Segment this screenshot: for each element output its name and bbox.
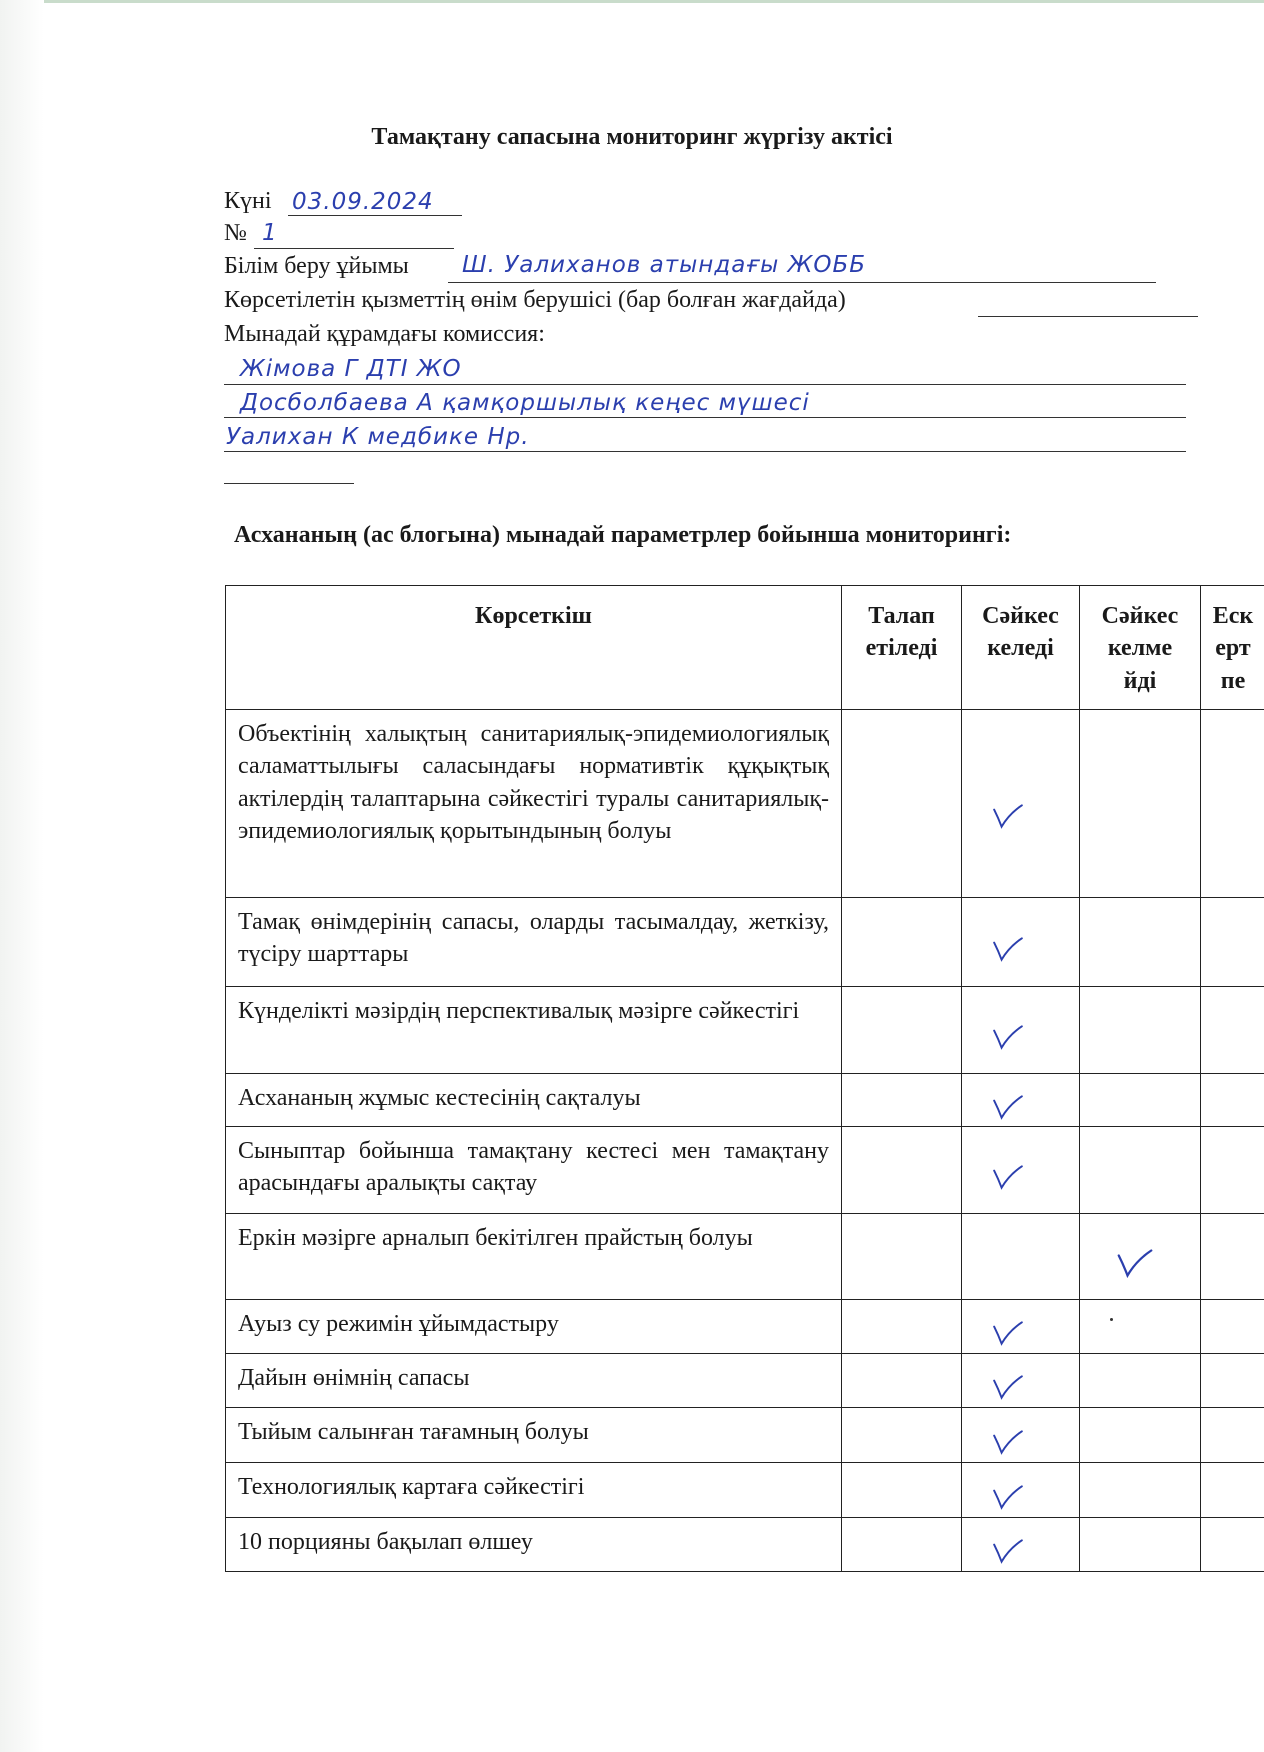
commission-label: Мынадай құрамдағы комиссия: bbox=[224, 321, 545, 347]
note-cell bbox=[1201, 1408, 1264, 1463]
table-row bbox=[226, 1463, 1264, 1518]
checkmark-icon bbox=[992, 1024, 1024, 1059]
header-not-complies bbox=[1080, 586, 1201, 710]
note-cell bbox=[1201, 1518, 1264, 1572]
complies-cell bbox=[962, 1074, 1080, 1127]
required-cell bbox=[842, 1300, 962, 1354]
indicator-cell: Күнделікті мәзірдің перспективалық мәзірге сәйкестігі bbox=[226, 987, 842, 1074]
table-row bbox=[226, 1214, 1264, 1300]
required-cell bbox=[842, 1354, 962, 1408]
org-underline bbox=[448, 282, 1156, 283]
table-row bbox=[226, 1074, 1264, 1127]
commission-line-3 bbox=[224, 451, 1186, 452]
note-cell bbox=[1201, 1074, 1264, 1127]
complies-cell bbox=[962, 1463, 1080, 1518]
indicator-cell: Дайын өнімнің сапасы bbox=[226, 1354, 842, 1408]
document-title: Тамақтану сапасына мониторинг жүргізу актісі bbox=[371, 124, 893, 150]
note-cell bbox=[1201, 1214, 1264, 1300]
header-indicator bbox=[226, 586, 842, 710]
required-cell bbox=[842, 898, 962, 987]
number-underline bbox=[254, 248, 454, 249]
checkmark-icon bbox=[992, 803, 1024, 838]
checkmark-icon bbox=[992, 1538, 1024, 1573]
commission-member-1: Жімова Г ДТІ ЖО bbox=[240, 356, 462, 382]
complies-cell bbox=[962, 1127, 1080, 1214]
org-label: Білім беру ұйымы bbox=[224, 253, 409, 279]
note-cell bbox=[1201, 1300, 1264, 1354]
checkmark-icon bbox=[992, 936, 1024, 971]
indicator-cell: Технологиялық картаға сәйкестігі bbox=[226, 1463, 842, 1518]
not-complies-cell bbox=[1080, 1127, 1201, 1214]
table-row bbox=[226, 1408, 1264, 1463]
indicator-cell: Тыйым салынған тағамның болуы bbox=[226, 1408, 842, 1463]
provider-label: Көрсетілетін қызметтің өнім берушісі (бар болған жағдайда) bbox=[224, 287, 846, 313]
note-cell bbox=[1201, 1354, 1264, 1408]
required-cell bbox=[842, 1463, 962, 1518]
commission-line-4 bbox=[224, 483, 354, 484]
complies-cell bbox=[962, 898, 1080, 987]
checkmark-icon bbox=[1116, 1248, 1154, 1287]
indicator-cell: 10 порцияны бақылап өлшеу bbox=[226, 1518, 842, 1572]
header-note bbox=[1201, 586, 1264, 710]
section-subtitle: Асхананың (ас блогына) мынадай параметрлер бойынша мониторингі: bbox=[234, 522, 1012, 548]
required-cell bbox=[842, 1214, 962, 1300]
indicator-cell: Ауыз су режимін ұйымдастыру bbox=[226, 1300, 842, 1354]
note-cell bbox=[1201, 898, 1264, 987]
org-value: Ш. Уалиханов атындағы ЖОББ bbox=[462, 252, 867, 278]
checkmark-icon bbox=[992, 1094, 1024, 1129]
indicator-cell: Тамақ өнімдерінің сапасы, оларды тасымалдау, жеткізу, түсіру шарттары bbox=[226, 898, 842, 987]
required-cell bbox=[842, 1127, 962, 1214]
not-complies-cell bbox=[1080, 1354, 1201, 1408]
not-complies-cell bbox=[1080, 898, 1201, 987]
complies-cell bbox=[962, 1354, 1080, 1408]
commission-line-1 bbox=[224, 384, 1186, 385]
table-header-row bbox=[226, 586, 1264, 710]
complies-cell bbox=[962, 1300, 1080, 1354]
header-text: Еск ерт пе bbox=[1212, 603, 1254, 694]
checkmark-icon bbox=[992, 1320, 1024, 1355]
table-row bbox=[226, 710, 1264, 898]
required-cell bbox=[842, 1518, 962, 1572]
table-row bbox=[226, 898, 1264, 987]
date-label: Күні bbox=[224, 188, 272, 214]
number-label: № bbox=[224, 220, 247, 246]
date-underline bbox=[288, 215, 462, 216]
commission-member-3: Уалихан К медбике Нр. bbox=[226, 424, 530, 450]
complies-cell bbox=[962, 1518, 1080, 1572]
header-text: Талап етіледі bbox=[865, 603, 938, 662]
header-text: Көрсеткіш bbox=[475, 603, 592, 629]
header-text: Сәйкес келме йді bbox=[1101, 603, 1179, 694]
complies-cell bbox=[962, 1214, 1080, 1300]
header-complies bbox=[962, 586, 1080, 710]
date-value: 03.09.2024 bbox=[292, 189, 434, 215]
monitoring-table bbox=[225, 585, 1264, 1572]
required-cell bbox=[842, 710, 962, 898]
complies-cell bbox=[962, 987, 1080, 1074]
not-complies-cell bbox=[1080, 1214, 1201, 1300]
not-complies-cell bbox=[1080, 710, 1201, 898]
table-row bbox=[226, 1518, 1264, 1572]
commission-line-2 bbox=[224, 417, 1186, 418]
checkmark-icon bbox=[992, 1429, 1024, 1464]
note-cell bbox=[1201, 1127, 1264, 1214]
indicator-cell: Объектінің халықтың санитариялық-эпидемиологиялық саламаттылығы саласындағы нормативтік құқықтық актілердің талаптарына сәйкестігі туралы санитариялық-эпидемиологиялық қорытындының болуы bbox=[226, 710, 842, 898]
checkmark-icon bbox=[992, 1374, 1024, 1409]
number-value: 1 bbox=[262, 220, 278, 246]
scan-shadow bbox=[0, 0, 44, 1752]
table-row bbox=[226, 1300, 1264, 1354]
note-cell bbox=[1201, 987, 1264, 1074]
table-row bbox=[226, 987, 1264, 1074]
required-cell bbox=[842, 987, 962, 1074]
not-complies-cell bbox=[1080, 1408, 1201, 1463]
not-complies-cell bbox=[1080, 987, 1201, 1074]
checkmark-icon bbox=[992, 1164, 1024, 1199]
note-cell bbox=[1201, 1463, 1264, 1518]
required-cell bbox=[842, 1408, 962, 1463]
table-row bbox=[226, 1354, 1264, 1408]
checkmark-icon bbox=[992, 1484, 1024, 1519]
complies-cell bbox=[962, 1408, 1080, 1463]
provider-underline bbox=[978, 316, 1198, 317]
not-complies-cell bbox=[1080, 1463, 1201, 1518]
table-row bbox=[226, 1127, 1264, 1214]
indicator-cell: Сыныптар бойынша тамақтану кестесі мен тамақтану арасындағы аралықты сақтау bbox=[226, 1127, 842, 1214]
required-cell bbox=[842, 1074, 962, 1127]
complies-cell bbox=[962, 710, 1080, 898]
not-complies-cell bbox=[1080, 1074, 1201, 1127]
not-complies-cell bbox=[1080, 1518, 1201, 1572]
commission-member-2: Досболбаева А қамқоршылық кеңес мүшесі bbox=[240, 390, 810, 416]
header-text: Сәйкес келеді bbox=[982, 603, 1059, 662]
indicator-cell: Асхананың жұмыс кестесінің сақталуы bbox=[226, 1074, 842, 1127]
header-required bbox=[842, 586, 962, 710]
note-cell bbox=[1201, 710, 1264, 898]
indicator-cell: Еркін мәзірге арналып бекітілген прайстың болуы bbox=[226, 1214, 842, 1300]
scan-edge bbox=[0, 0, 1264, 3]
not-complies-cell bbox=[1080, 1300, 1201, 1354]
ink-dot bbox=[1110, 1318, 1113, 1321]
